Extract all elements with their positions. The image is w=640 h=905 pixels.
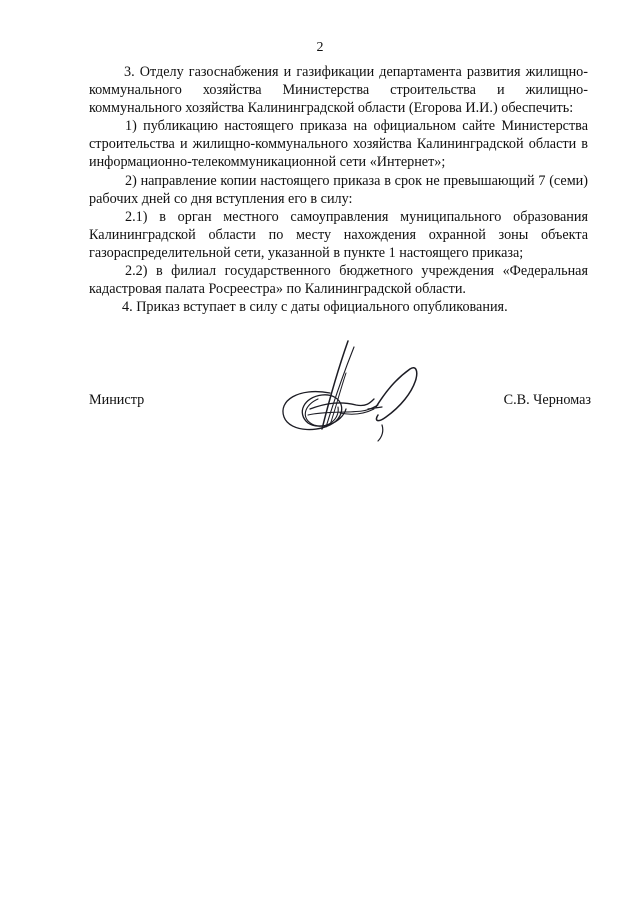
paragraph-subitem-2-2: 2.2) в филиал государственного бюджетного учреждения «Федеральная кадастровая палата Росреестра» по Калининградской области. <box>89 263 588 298</box>
signatory-title: Министр <box>89 392 145 408</box>
signatory-name: С.В. Черномаз <box>503 392 591 408</box>
order-body <box>89 63 588 316</box>
paragraph-item-4: 4. Приказ вступает в силу с даты официального опубликования. <box>122 299 508 316</box>
page-number: 2 <box>316 40 324 55</box>
paragraph-subitem-1: 1) публикацию настоящего приказа на официальном сайте Министерства строительства и жилищно-коммунального хозяйства Калининградской области в информационно-телекоммуникационной сети «Интернет»; <box>89 118 588 171</box>
handwritten-signature-icon <box>270 335 440 445</box>
paragraph-subitem-2-1: 2.1) в орган местного самоуправления муниципального образования Калининградской области по месту нахождения охранной зоны объекта газораспределительной сети, указанной в пункте 1 настоящего приказа; <box>89 208 588 261</box>
paragraph-item-3: 3. Отделу газоснабжения и газификации департамента развития жилищно-коммунального хозяйства Министерства строительства и жилищно-коммунального хозяйства Калининградской области (Егорова И.И.) обеспечить: <box>89 64 588 117</box>
paragraph-subitem-2: 2) направление копии настоящего приказа в срок не превышающий 7 (семи) рабочих дней со дня вступления его в силу: <box>89 172 588 207</box>
